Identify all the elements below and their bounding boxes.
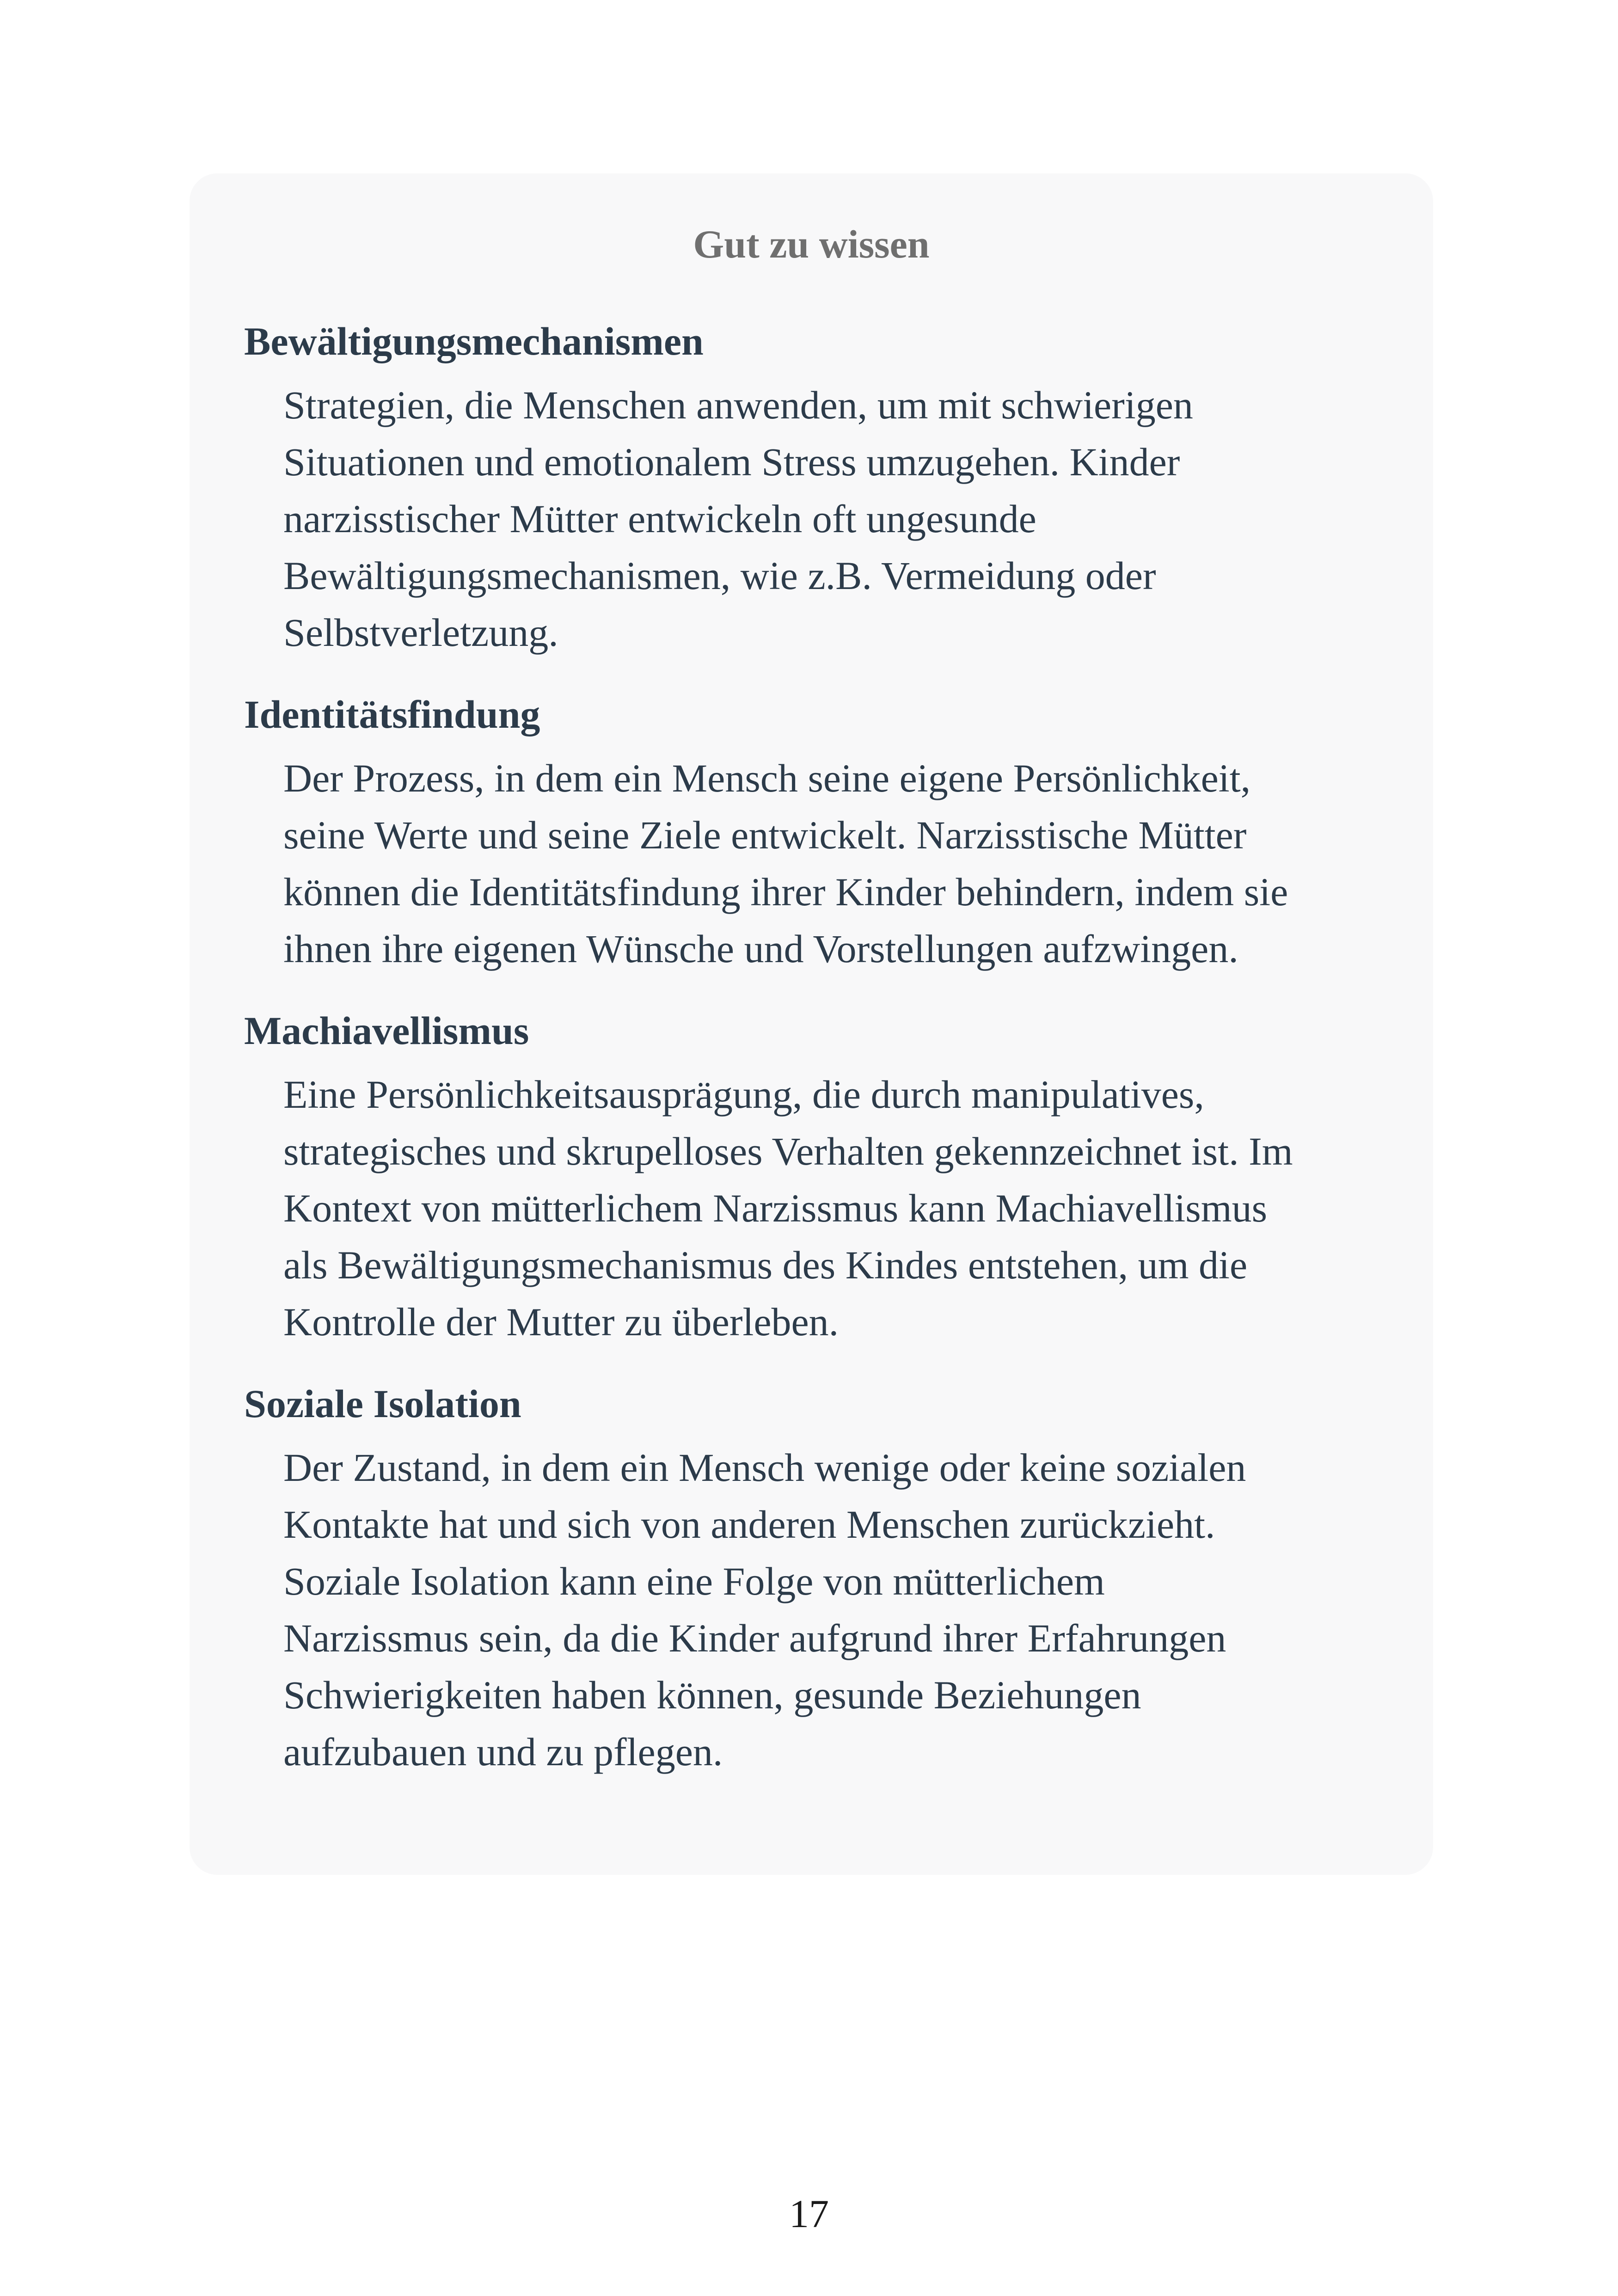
glossary-definition <box>283 750 1402 977</box>
glossary-definition <box>283 1439 1402 1780</box>
definition-line: Soziale Isolation kann eine Folge von mütterlichem <box>283 1559 1105 1603</box>
definition-line: Kontakte hat und sich von anderen Menschen zurückzieht. <box>283 1502 1215 1547</box>
definition-line: narzisstischer Mütter entwickeln oft ungesunde <box>283 497 1036 541</box>
page-number: 17 <box>789 2192 829 2236</box>
definition-line: Schwierigkeiten haben können, gesunde Beziehungen <box>283 1673 1141 1717</box>
definition-line: Kontext von mütterlichem Narzissmus kann Machiavellismus <box>283 1186 1268 1230</box>
glossary-entry <box>190 694 1433 977</box>
definition-line: können die Identitätsfindung ihrer Kinder behindern, indem sie <box>283 870 1288 914</box>
glossary-term: Bewältigungsmechanismen <box>244 319 704 363</box>
glossary-term: Identitätsfindung <box>244 692 540 737</box>
definition-line: seine Werte und seine Ziele entwickelt. Narzisstische Mütter <box>283 813 1247 857</box>
definition-line: Strategien, die Menschen anwenden, um mit schwierigen <box>283 383 1193 427</box>
glossary-term: Soziale Isolation <box>244 1381 521 1426</box>
glossary-entry <box>190 321 1433 661</box>
definition-line: Narzissmus sein, da die Kinder aufgrund ihrer Erfahrungen <box>283 1616 1226 1660</box>
definition-line: Kontrolle der Mutter zu überleben. <box>283 1300 839 1344</box>
definition-line: Situationen und emotionalem Stress umzugehen. Kinder <box>283 440 1180 484</box>
definition-line: Eine Persönlichkeitsausprägung, die durch manipulatives, <box>283 1072 1204 1117</box>
definition-line: Der Zustand, in dem ein Mensch wenige oder keine sozialen <box>283 1445 1246 1490</box>
info-box <box>190 173 1433 1875</box>
definition-line: strategisches und skrupelloses Verhalten gekennzeichnet ist. Im <box>283 1129 1293 1173</box>
definition-line: Bewältigungsmechanismen, wie z.B. Vermeidung oder <box>283 553 1156 598</box>
glossary-definition <box>283 377 1402 661</box>
definition-line: aufzubauen und zu pflegen. <box>283 1730 723 1774</box>
definition-line: als Bewältigungsmechanismus des Kindes entstehen, um die <box>283 1243 1248 1287</box>
glossary-entry <box>190 1381 1433 1780</box>
definition-line: ihnen ihre eigenen Wünsche und Vorstellungen aufzwingen. <box>283 927 1238 971</box>
glossary-term: Machiavellismus <box>244 1008 529 1053</box>
glossary-list <box>190 321 1433 1814</box>
glossary-definition <box>283 1066 1402 1351</box>
info-box-title: Gut zu wissen <box>693 222 930 266</box>
definition-line: Der Prozess, in dem ein Mensch seine eigene Persönlichkeit, <box>283 756 1251 800</box>
definition-line: Selbstverletzung. <box>283 610 558 655</box>
glossary-entry <box>190 1008 1433 1351</box>
